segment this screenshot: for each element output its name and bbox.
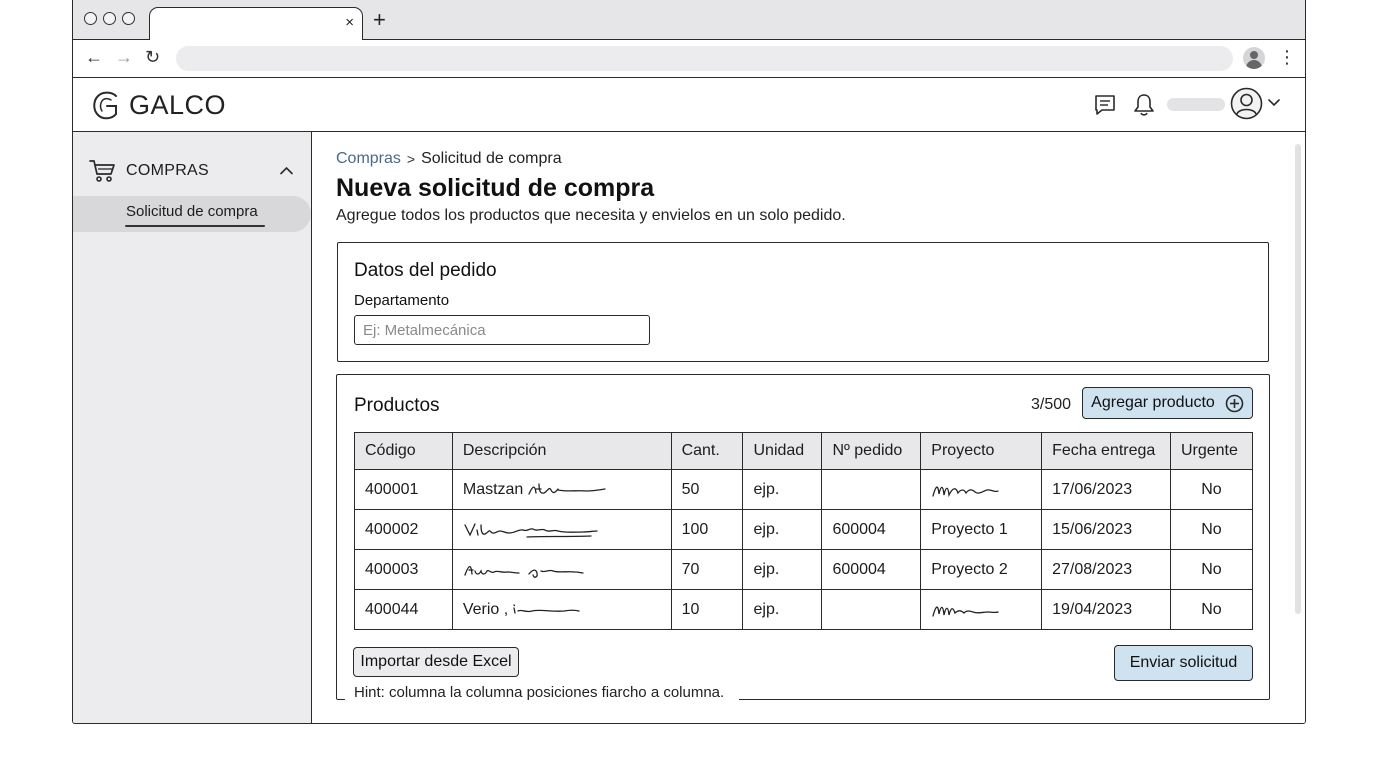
galco-logo-icon — [91, 89, 121, 121]
plus-circle-icon — [1225, 394, 1244, 413]
cell-codigo[interactable]: 400001 — [355, 470, 453, 510]
table-header-row — [355, 433, 1253, 470]
description-text: Mastzan — [462, 480, 524, 498]
table-row[interactable] — [355, 590, 1253, 630]
order-data-card — [337, 242, 1269, 362]
cell-fecha[interactable]: 17/06/2023 — [1042, 470, 1171, 510]
user-avatar-icon[interactable] — [1230, 87, 1263, 120]
cell-pedido[interactable] — [822, 590, 921, 630]
col-header-urgente[interactable]: Urgente — [1170, 433, 1252, 470]
send-request-button[interactable]: Enviar solicitud — [1114, 645, 1253, 681]
window-controls — [84, 12, 135, 25]
order-data-title: Datos del pedido — [354, 260, 497, 281]
window-minimize-dot[interactable] — [103, 12, 116, 25]
handwriting-scribble — [931, 481, 1001, 499]
breadcrumb — [336, 150, 562, 168]
handwriting-scribble — [463, 561, 588, 579]
forward-arrow-icon[interactable]: → — [115, 47, 133, 67]
sidebar-item-solicitud-de-compra[interactable] — [73, 196, 311, 232]
browser-address-bar — [73, 40, 1305, 78]
col-header-pedido[interactable]: Nº pedido — [822, 433, 921, 470]
handwriting-scribble — [931, 601, 1001, 619]
breadcrumb-separator: > — [406, 151, 416, 167]
products-count: 3/500 — [1031, 396, 1072, 413]
cell-pedido[interactable]: 600004 — [822, 550, 921, 590]
department-label: Departamento — [354, 292, 450, 309]
table-row[interactable] — [355, 550, 1253, 590]
cell-proyecto[interactable]: Proyecto 1 — [921, 510, 1042, 550]
cell-cantidad[interactable]: 10 — [671, 590, 743, 630]
user-name-placeholder[interactable] — [1167, 98, 1225, 111]
cell-unidad[interactable]: ejp. — [743, 510, 822, 550]
cart-icon — [89, 158, 117, 184]
cell-fecha[interactable]: 15/06/2023 — [1042, 510, 1171, 550]
browser-tab-bar — [73, 0, 1305, 40]
add-product-button[interactable] — [1082, 387, 1253, 419]
cell-descripcion[interactable] — [452, 510, 671, 550]
cell-codigo[interactable]: 400044 — [355, 590, 453, 630]
cell-descripcion[interactable] — [452, 470, 671, 510]
new-tab-icon[interactable]: + — [373, 7, 386, 32]
back-arrow-icon[interactable]: ← — [85, 47, 103, 67]
products-table — [354, 432, 1253, 630]
table-row[interactable] — [355, 510, 1253, 550]
cell-urgente[interactable]: No — [1170, 550, 1252, 590]
col-header-descripcion[interactable]: Descripción — [452, 433, 671, 470]
products-title: Productos — [354, 395, 440, 416]
cell-proyecto[interactable] — [921, 590, 1042, 630]
department-input[interactable] — [354, 315, 650, 345]
chevron-up-icon[interactable] — [280, 166, 293, 175]
cell-codigo[interactable]: 400003 — [355, 550, 453, 590]
cell-descripcion[interactable] — [452, 550, 671, 590]
handwriting-scribble — [512, 601, 582, 619]
col-header-unidad[interactable]: Unidad — [743, 433, 822, 470]
browser-tab[interactable] — [149, 7, 363, 42]
cell-fecha[interactable]: 27/08/2023 — [1042, 550, 1171, 590]
col-header-codigo[interactable]: Código — [355, 433, 453, 470]
active-item-underline — [125, 225, 265, 227]
bell-icon[interactable] — [1131, 92, 1157, 118]
chevron-down-icon[interactable] — [1268, 98, 1280, 108]
sidebar — [73, 132, 312, 724]
hint-text: Hint: columna la columna posiciones fiаrcho a columna. — [345, 677, 739, 707]
cell-cantidad[interactable]: 50 — [671, 470, 743, 510]
cell-pedido[interactable] — [822, 470, 921, 510]
handwriting-scribble — [527, 481, 607, 499]
cell-unidad[interactable]: ejp. — [743, 590, 822, 630]
cell-urgente[interactable]: No — [1170, 510, 1252, 550]
breadcrumb-link-compras[interactable]: Compras — [336, 150, 401, 167]
cell-fecha[interactable]: 19/04/2023 — [1042, 590, 1171, 630]
col-header-fecha[interactable]: Fecha entrega — [1042, 433, 1171, 470]
window-close-dot[interactable] — [84, 12, 97, 25]
cell-urgente[interactable]: No — [1170, 470, 1252, 510]
browser-menu-icon[interactable]: ⋮ — [1278, 47, 1296, 67]
cell-pedido[interactable]: 600004 — [822, 510, 921, 550]
cell-cantidad[interactable]: 100 — [671, 510, 743, 550]
vertical-scrollbar[interactable] — [1295, 144, 1301, 614]
import-excel-button[interactable]: Importar desde Excel — [353, 647, 519, 677]
breadcrumb-current: Solicitud de compra — [421, 150, 562, 167]
chat-icon[interactable] — [1092, 92, 1118, 118]
cell-cantidad[interactable]: 70 — [671, 550, 743, 590]
main-content — [313, 132, 1306, 724]
page-subtitle: Agregue todos los productos que necesita y envielos en un solo pedido. — [336, 207, 846, 224]
sidebar-section-compras[interactable] — [89, 158, 299, 186]
sidebar-item-label: Solicitud de compra — [126, 203, 258, 220]
browser-window — [72, 0, 1306, 724]
products-card — [336, 374, 1270, 700]
url-input[interactable] — [176, 46, 1233, 71]
logo-text: GALCO — [129, 90, 227, 120]
col-header-proyecto[interactable]: Proyecto — [921, 433, 1042, 470]
cell-unidad[interactable]: ejp. — [743, 550, 822, 590]
browser-profile-icon[interactable] — [1243, 47, 1265, 69]
cell-descripcion[interactable] — [452, 590, 671, 630]
cell-proyecto[interactable] — [921, 470, 1042, 510]
add-product-label: Agregar producto — [1091, 394, 1215, 411]
tab-close-icon[interactable]: × — [345, 14, 354, 31]
cell-unidad[interactable]: ejp. — [743, 470, 822, 510]
reload-icon[interactable]: ↻ — [145, 47, 161, 67]
col-header-cantidad[interactable]: Cant. — [671, 433, 743, 470]
handwriting-scribble — [463, 521, 603, 539]
page-title: Nueva solicitud de compra — [336, 174, 655, 202]
cell-codigo[interactable]: 400002 — [355, 510, 453, 550]
window-maximize-dot[interactable] — [122, 12, 135, 25]
table-row[interactable] — [355, 470, 1253, 510]
app-header — [73, 78, 1305, 132]
cell-proyecto[interactable]: Proyecto 2 — [921, 550, 1042, 590]
sidebar-section-title: COMPRAS — [126, 162, 209, 179]
description-text: Verio , — [462, 600, 509, 618]
cell-urgente[interactable]: No — [1170, 590, 1252, 630]
